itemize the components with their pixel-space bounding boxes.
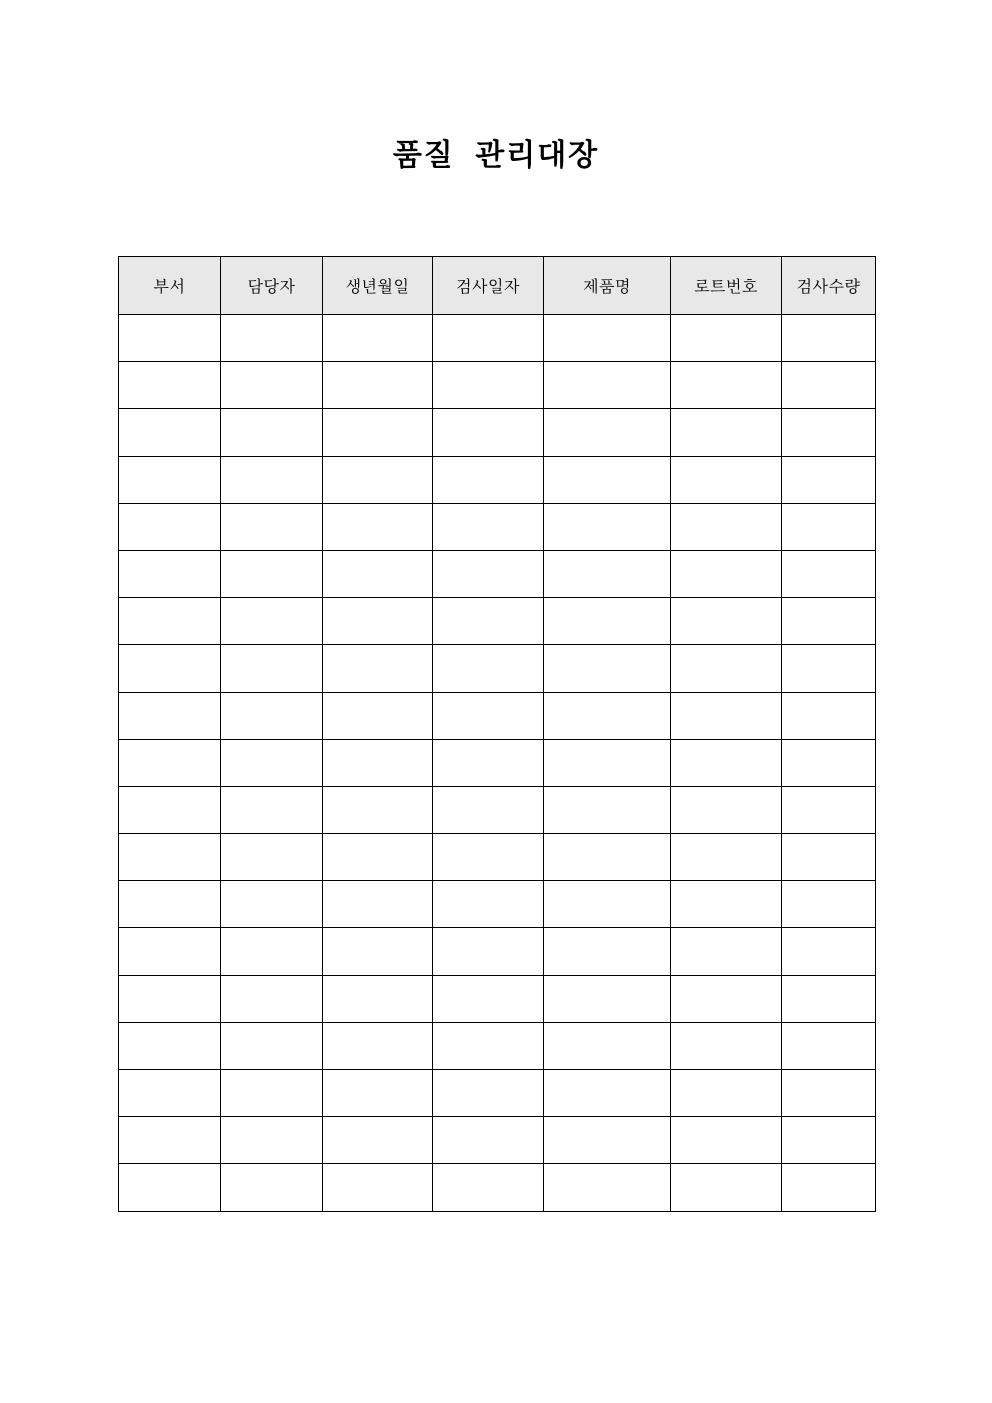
table-row <box>119 1117 876 1164</box>
cell-inspection-quantity[interactable] <box>782 834 876 881</box>
cell-inspection-date[interactable] <box>433 1164 544 1211</box>
cell-inspection-date[interactable] <box>433 315 544 362</box>
cell-inspection-date[interactable] <box>433 362 544 409</box>
table-row <box>119 1070 876 1117</box>
cell-lot-number[interactable] <box>671 786 782 833</box>
cell-manager[interactable] <box>221 1117 323 1164</box>
cell-department[interactable] <box>119 739 221 786</box>
cell-lot-number[interactable] <box>671 598 782 645</box>
cell-lot-number[interactable] <box>671 739 782 786</box>
cell-product-name[interactable] <box>544 692 671 739</box>
table-row <box>119 1164 876 1211</box>
table-row <box>119 1022 876 1069</box>
cell-manager[interactable] <box>221 786 323 833</box>
cell-inspection-date[interactable] <box>433 503 544 550</box>
column-header-product-name: 제품명 <box>544 257 671 315</box>
cell-inspection-date[interactable] <box>433 1117 544 1164</box>
cell-inspection-quantity[interactable] <box>782 881 876 928</box>
cell-department[interactable] <box>119 598 221 645</box>
cell-inspection-date[interactable] <box>433 456 544 503</box>
cell-manager[interactable] <box>221 503 323 550</box>
cell-manager[interactable] <box>221 692 323 739</box>
cell-inspection-quantity[interactable] <box>782 1164 876 1211</box>
cell-manager[interactable] <box>221 1022 323 1069</box>
cell-lot-number[interactable] <box>671 315 782 362</box>
cell-product-name[interactable] <box>544 1164 671 1211</box>
cell-product-name[interactable] <box>544 1022 671 1069</box>
cell-product-name[interactable] <box>544 550 671 597</box>
cell-inspection-quantity[interactable] <box>782 1117 876 1164</box>
cell-inspection-quantity[interactable] <box>782 550 876 597</box>
column-header-inspection-quantity: 검사수량 <box>782 257 876 315</box>
table-row <box>119 928 876 975</box>
cell-lot-number[interactable] <box>671 1164 782 1211</box>
cell-inspection-quantity[interactable] <box>782 362 876 409</box>
cell-product-name[interactable] <box>544 362 671 409</box>
cell-department[interactable] <box>119 786 221 833</box>
cell-lot-number[interactable] <box>671 550 782 597</box>
cell-product-name[interactable] <box>544 598 671 645</box>
table-row <box>119 409 876 456</box>
cell-department[interactable] <box>119 928 221 975</box>
cell-department[interactable] <box>119 1070 221 1117</box>
cell-birthdate[interactable] <box>323 834 433 881</box>
table-row <box>119 550 876 597</box>
cell-manager[interactable] <box>221 550 323 597</box>
cell-product-name[interactable] <box>544 881 671 928</box>
quality-ledger-table <box>118 256 876 1212</box>
cell-department[interactable] <box>119 975 221 1022</box>
header-row <box>119 257 876 315</box>
cell-inspection-date[interactable] <box>433 975 544 1022</box>
table-row <box>119 598 876 645</box>
cell-birthdate[interactable] <box>323 786 433 833</box>
cell-birthdate[interactable] <box>323 1164 433 1211</box>
cell-inspection-date[interactable] <box>433 928 544 975</box>
cell-inspection-quantity[interactable] <box>782 598 876 645</box>
cell-department[interactable] <box>119 315 221 362</box>
column-header-inspection-date: 검사일자 <box>433 257 544 315</box>
cell-birthdate[interactable] <box>323 1022 433 1069</box>
cell-birthdate[interactable] <box>323 362 433 409</box>
cell-inspection-quantity[interactable] <box>782 975 876 1022</box>
cell-birthdate[interactable] <box>323 315 433 362</box>
cell-inspection-quantity[interactable] <box>782 739 876 786</box>
cell-inspection-date[interactable] <box>433 786 544 833</box>
cell-product-name[interactable] <box>544 928 671 975</box>
cell-product-name[interactable] <box>544 975 671 1022</box>
cell-birthdate[interactable] <box>323 1117 433 1164</box>
cell-inspection-date[interactable] <box>433 1022 544 1069</box>
cell-lot-number[interactable] <box>671 456 782 503</box>
cell-lot-number[interactable] <box>671 928 782 975</box>
cell-department[interactable] <box>119 503 221 550</box>
cell-product-name[interactable] <box>544 786 671 833</box>
cell-inspection-quantity[interactable] <box>782 1070 876 1117</box>
cell-product-name[interactable] <box>544 456 671 503</box>
table-row <box>119 881 876 928</box>
cell-lot-number[interactable] <box>671 409 782 456</box>
cell-department[interactable] <box>119 834 221 881</box>
cell-department[interactable] <box>119 645 221 692</box>
table-row <box>119 739 876 786</box>
cell-department[interactable] <box>119 1022 221 1069</box>
cell-birthdate[interactable] <box>323 645 433 692</box>
cell-inspection-date[interactable] <box>433 692 544 739</box>
cell-lot-number[interactable] <box>671 834 782 881</box>
table-row <box>119 645 876 692</box>
table-body <box>119 315 876 1212</box>
cell-department[interactable] <box>119 1164 221 1211</box>
cell-lot-number[interactable] <box>671 1070 782 1117</box>
cell-birthdate[interactable] <box>323 739 433 786</box>
cell-inspection-date[interactable] <box>433 598 544 645</box>
cell-birthdate[interactable] <box>323 881 433 928</box>
cell-product-name[interactable] <box>544 503 671 550</box>
cell-department[interactable] <box>119 881 221 928</box>
cell-manager[interactable] <box>221 881 323 928</box>
cell-product-name[interactable] <box>544 315 671 362</box>
cell-product-name[interactable] <box>544 739 671 786</box>
cell-inspection-quantity[interactable] <box>782 645 876 692</box>
cell-product-name[interactable] <box>544 409 671 456</box>
cell-birthdate[interactable] <box>323 409 433 456</box>
table-row <box>119 503 876 550</box>
table-row <box>119 315 876 362</box>
cell-inspection-quantity[interactable] <box>782 409 876 456</box>
cell-manager[interactable] <box>221 409 323 456</box>
cell-product-name[interactable] <box>544 834 671 881</box>
cell-manager[interactable] <box>221 1070 323 1117</box>
cell-inspection-date[interactable] <box>433 881 544 928</box>
cell-manager[interactable] <box>221 362 323 409</box>
cell-inspection-date[interactable] <box>433 409 544 456</box>
cell-manager[interactable] <box>221 315 323 362</box>
column-header-lot-number: 로트번호 <box>671 257 782 315</box>
cell-department[interactable] <box>119 550 221 597</box>
cell-lot-number[interactable] <box>671 362 782 409</box>
cell-birthdate[interactable] <box>323 928 433 975</box>
cell-inspection-quantity[interactable] <box>782 1022 876 1069</box>
cell-inspection-quantity[interactable] <box>782 456 876 503</box>
cell-inspection-date[interactable] <box>433 550 544 597</box>
cell-manager[interactable] <box>221 975 323 1022</box>
cell-manager[interactable] <box>221 1164 323 1211</box>
cell-inspection-date[interactable] <box>433 645 544 692</box>
cell-birthdate[interactable] <box>323 503 433 550</box>
table-row <box>119 692 876 739</box>
cell-inspection-quantity[interactable] <box>782 692 876 739</box>
cell-lot-number[interactable] <box>671 975 782 1022</box>
cell-lot-number[interactable] <box>671 645 782 692</box>
cell-birthdate[interactable] <box>323 1070 433 1117</box>
cell-lot-number[interactable] <box>671 1117 782 1164</box>
cell-manager[interactable] <box>221 598 323 645</box>
cell-inspection-date[interactable] <box>433 834 544 881</box>
table-row <box>119 975 876 1022</box>
table-row <box>119 456 876 503</box>
cell-birthdate[interactable] <box>323 456 433 503</box>
page-title: 품질 관리대장 <box>392 138 600 173</box>
cell-inspection-quantity[interactable] <box>782 503 876 550</box>
cell-product-name[interactable] <box>544 1070 671 1117</box>
cell-lot-number[interactable] <box>671 503 782 550</box>
cell-birthdate[interactable] <box>323 692 433 739</box>
column-header-department: 부서 <box>119 257 221 315</box>
cell-birthdate[interactable] <box>323 550 433 597</box>
cell-lot-number[interactable] <box>671 1022 782 1069</box>
cell-manager[interactable] <box>221 834 323 881</box>
cell-department[interactable] <box>119 692 221 739</box>
cell-inspection-quantity[interactable] <box>782 315 876 362</box>
cell-department[interactable] <box>119 456 221 503</box>
cell-inspection-date[interactable] <box>433 739 544 786</box>
column-header-birthdate: 생년월일 <box>323 257 433 315</box>
cell-birthdate[interactable] <box>323 975 433 1022</box>
cell-product-name[interactable] <box>544 1117 671 1164</box>
cell-inspection-quantity[interactable] <box>782 928 876 975</box>
cell-inspection-quantity[interactable] <box>782 786 876 833</box>
table-row <box>119 362 876 409</box>
cell-birthdate[interactable] <box>323 598 433 645</box>
cell-product-name[interactable] <box>544 645 671 692</box>
cell-manager[interactable] <box>221 456 323 503</box>
cell-manager[interactable] <box>221 928 323 975</box>
column-header-manager: 담당자 <box>221 257 323 315</box>
cell-lot-number[interactable] <box>671 692 782 739</box>
table-row <box>119 834 876 881</box>
table-row <box>119 786 876 833</box>
cell-manager[interactable] <box>221 739 323 786</box>
cell-department[interactable] <box>119 362 221 409</box>
cell-department[interactable] <box>119 1117 221 1164</box>
cell-inspection-date[interactable] <box>433 1070 544 1117</box>
cell-department[interactable] <box>119 409 221 456</box>
cell-manager[interactable] <box>221 645 323 692</box>
cell-lot-number[interactable] <box>671 881 782 928</box>
